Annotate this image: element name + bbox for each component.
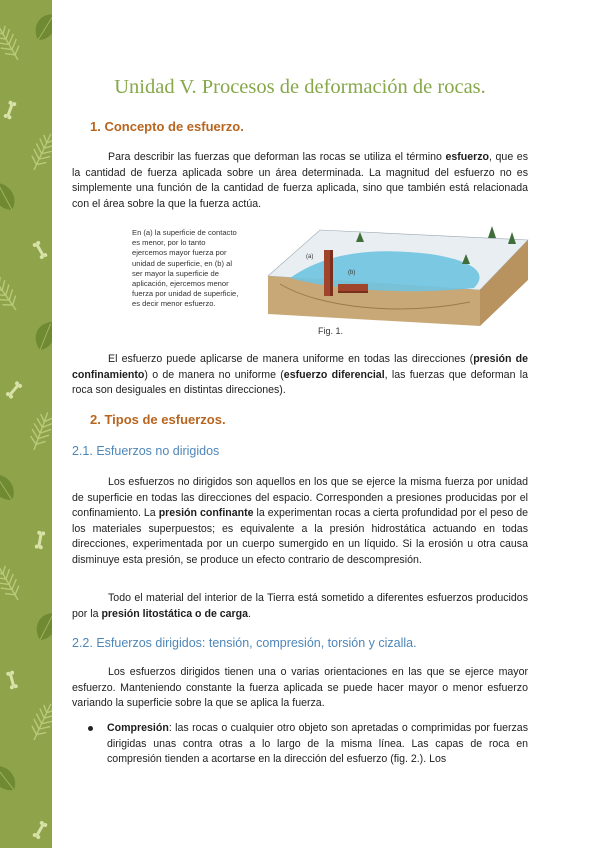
paragraph-aplicacion-esfuerzo: [72, 352, 528, 399]
bold-term-presion-confinamiento: presión de confinamiento: [72, 353, 528, 381]
text-run: Todo el material del interior de la Tierra está sometido a diferentes esfuerzos producidos por la: [72, 592, 528, 620]
paragraph-esfuerzo-definicion: [72, 150, 528, 212]
text-run: Para describir las fuerzas que deforman las rocas se utiliza el término: [108, 151, 446, 163]
text-run: Los esfuerzos dirigidos tienen una o varias orientaciones en las que se ejerce mayor esfuerzo. Manteniendo constante la fuerza aplicada se puede hacer mayor o menor esfuerzo variando la superficie sobre la que se aplica la fuerza.: [72, 666, 528, 710]
bold-term-presion-confinante: presión confinante: [158, 507, 254, 520]
subsection-heading-dirigidos: 2.2. Esfuerzos dirigidos: tensión, compresión, torsión y cizalla.: [72, 636, 417, 650]
bold-term-esfuerzo: esfuerzo: [445, 151, 490, 163]
decorative-leaf-border: [0, 0, 52, 848]
paragraph-presion-litostatica: [72, 591, 528, 622]
figure-description: En (a) la superficie de contacto es menor, por lo tanto ejercemos mayor fuerza por unidad de superficie, en (b) al ser mayor la superficie de aplicación, ejercemos menor fuerza por unidad de superficie, es decir menor esfuerzo.: [132, 228, 239, 309]
text-run: : las rocas o cualquier otro objeto son apretadas o comprimidas por fuerzas dirigidas unas contra otras a lo largo de la misma línea. Las capas de roca en compresión tienden a acortarse en la dirección del esfuerzo (fig. 2.). Los: [107, 722, 528, 766]
text-run: , las fuerzas que deforman la roca son desiguales en distintas direcciones).: [72, 368, 529, 397]
figure-label-b: (b): [348, 270, 356, 276]
bullet-icon: [88, 726, 93, 731]
section-heading-tipos: 2. Tipos de esfuerzos.: [90, 412, 226, 427]
paragraph-no-dirigidos: [72, 475, 528, 569]
text-run: El esfuerzo puede aplicarse de manera uniforme en todas las direcciones (: [108, 353, 474, 365]
figure-caption: Fig. 1.: [318, 326, 344, 336]
section-heading-concepto: 1. Concepto de esfuerzo.: [90, 119, 244, 134]
bold-term-esfuerzo-diferencial: esfuerzo diferencial: [283, 368, 385, 381]
bullet-text-compresion: [107, 721, 528, 768]
text-run: Los esfuerzos no dirigidos son aquellos en los que se ejerce la misma fuerza por unidad de superficie en todas las direcciones del espacio. Corresponden a presiones producidas por el confinamiento. La: [72, 476, 528, 520]
text-run: .: [248, 607, 251, 620]
text-run: la experimentan rocas a cierta profundidad por el peso de los materiales superpuestos; es equivalente a la presión hidrostática actuando en todas direcciones, experimentada por un cuerpo sumergido en un líquido. Si la erosión u otra causa disminuye esta presión, se produce un efecto contrario de descompresión.: [72, 507, 528, 566]
text-run: , que es la cantidad de fuerza aplicada sobre un área determinada. La magnitud del esfuerzo no es simplemente una función de la cantidad de fuerza aplicada, sino que también está relacionada con el área sobre la que la fuerza actúa.: [72, 151, 528, 210]
paragraph-dirigidos: [72, 665, 528, 712]
subsection-heading-no-dirigidos: 2.1. Esfuerzos no dirigidos: [72, 444, 220, 458]
bold-term-presion-litostatica: presión litostática o de carga: [101, 607, 249, 620]
leaf-pattern: [0, 0, 52, 848]
text-run: ) o de manera no uniforme (: [144, 368, 284, 381]
stress-block-illustration: [260, 218, 530, 328]
figure-label-a: (a): [306, 254, 314, 260]
bold-term-compresion: Compresión: [107, 722, 169, 734]
document-title: Unidad V. Procesos de deformación de rocas.: [114, 76, 486, 98]
